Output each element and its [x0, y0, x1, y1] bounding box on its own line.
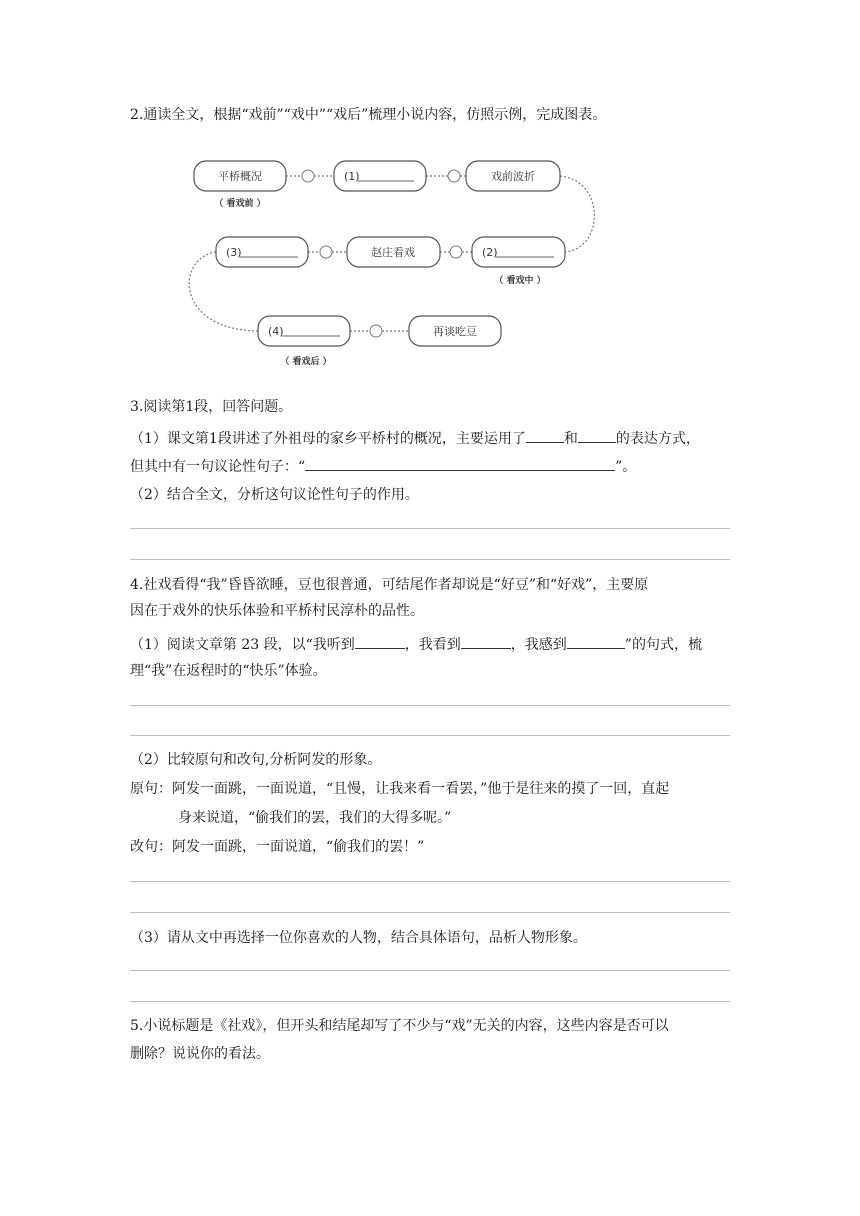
q4-sub1-line1 [130, 633, 702, 655]
q3-sub1-text-d: 但其中有一句议论性句子：“ [130, 459, 306, 475]
flow-box-label: 平桥概况 [218, 170, 262, 183]
flow-box-pingqiao [194, 161, 286, 191]
flow-box-label: (4) [268, 325, 284, 338]
q4-original-line1: 原句：阿发一面跳，一面说道，“且慢，让我来看一看罢，”他于是往来的摸了一回，直起 [130, 781, 670, 797]
answer-line[interactable] [130, 735, 730, 736]
q4-sub3: （3）请从文中再选择一位你喜欢的人物，结合具体语句，品析人物形象。 [130, 930, 587, 946]
q3-sub1-line1 [130, 427, 700, 449]
answer-line[interactable] [130, 912, 730, 913]
flow-box-label: (1) [344, 170, 360, 183]
answer-line[interactable] [130, 559, 730, 560]
q3-sub1-line2 [130, 455, 636, 477]
q5-line1: 5.小说标题是《社戏》，但开头和结尾却写了不少与“戏”无关的内容，这些内容是否可以 [130, 1018, 669, 1034]
flow-box-zhaozhuang [347, 237, 440, 267]
q3-sub1-text-e: ”。 [615, 459, 637, 475]
answer-blank[interactable] [461, 633, 511, 649]
answer-blank[interactable] [526, 427, 564, 443]
flow-box-blank-2 [472, 237, 565, 267]
q3-prompt: 3.阅读第1段，回答问题。 [130, 399, 293, 415]
flow-box-label: (3) [226, 246, 242, 259]
connector-node [320, 246, 332, 258]
q4-sub1-text-a: （1）阅读文章第 23 段，以“我听到 [130, 637, 355, 653]
stage-label-before: （ 看戏前 ） [214, 199, 266, 209]
answer-blank[interactable] [578, 427, 616, 443]
connector-node [302, 170, 314, 182]
stage-label-after: （ 看戏后 ） [280, 357, 332, 367]
flow-box-label: 戏前波折 [491, 170, 535, 183]
q3-sub1-text-c: 的表达方式， [615, 431, 700, 447]
q3-sub1-text-a: （1）课文第1段讲述了外祖母的家乡平桥村的概况，主要运用了 [130, 431, 526, 447]
q3-sub1-text-b: 和 [563, 431, 578, 447]
q4-prompt-line2: 因在于戏外的快乐体验和平桥村民淳朴的品性。 [130, 603, 424, 619]
connector-node [450, 246, 462, 258]
flow-box-label: 赵庄看戏 [371, 246, 415, 259]
q4-sub1-text-d: ”的句式，梳 [624, 637, 702, 653]
connector-node [448, 170, 460, 182]
stage-label-during: （ 看戏中 ） [494, 276, 546, 286]
q4-sub1-text-b: ，我看到 [404, 637, 461, 653]
answer-blank[interactable] [567, 633, 625, 649]
answer-line[interactable] [130, 1001, 730, 1002]
q4-prompt-line1: 4.社戏看得“我”昏昏欲睡，豆也很普通，可结尾作者却说是“好豆”和“好戏”，主要原 [130, 577, 649, 593]
q4-sub2: （2）比较原句和改句,分析阿发的形象。 [130, 752, 382, 768]
q4-sub1-line2: 理“我”在返程时的“快乐”体验。 [130, 663, 327, 679]
flow-diagram [0, 0, 860, 400]
answer-blank[interactable] [355, 633, 405, 649]
q5-line2: 删除？说说你的看法。 [130, 1046, 270, 1062]
q2-prompt: 2.通读全文，根据“戏前”“戏中”“戏后”梳理小说内容，仿照示例，完成图表。 [130, 107, 607, 123]
answer-line[interactable] [130, 528, 730, 529]
flow-box-blank-4 [258, 316, 350, 346]
flow-box-label: 再谈吃豆 [433, 325, 477, 338]
flow-box-chidou [409, 316, 501, 346]
flow-box-label: (2) [482, 246, 498, 259]
connector-arc [560, 176, 594, 252]
answer-line[interactable] [130, 881, 730, 882]
connector-node [370, 325, 382, 337]
answer-blank[interactable] [305, 455, 615, 471]
q4-original-line2: 身来说道，“偷我们的罢，我们的大得多呢。” [178, 810, 452, 826]
q4-revised: 改句：阿发一面跳，一面说道，“偷我们的罢！” [130, 839, 425, 855]
flow-box-xiqian [466, 161, 560, 191]
answer-line[interactable] [130, 970, 730, 971]
q3-sub2: （2）结合全文，分析这句议论性句子的作用。 [130, 487, 419, 503]
flow-box-blank-1 [334, 161, 426, 191]
flow-box-blank-3 [216, 237, 308, 267]
q4-sub1-text-c: ，我感到 [510, 637, 567, 653]
answer-line[interactable] [130, 705, 730, 706]
